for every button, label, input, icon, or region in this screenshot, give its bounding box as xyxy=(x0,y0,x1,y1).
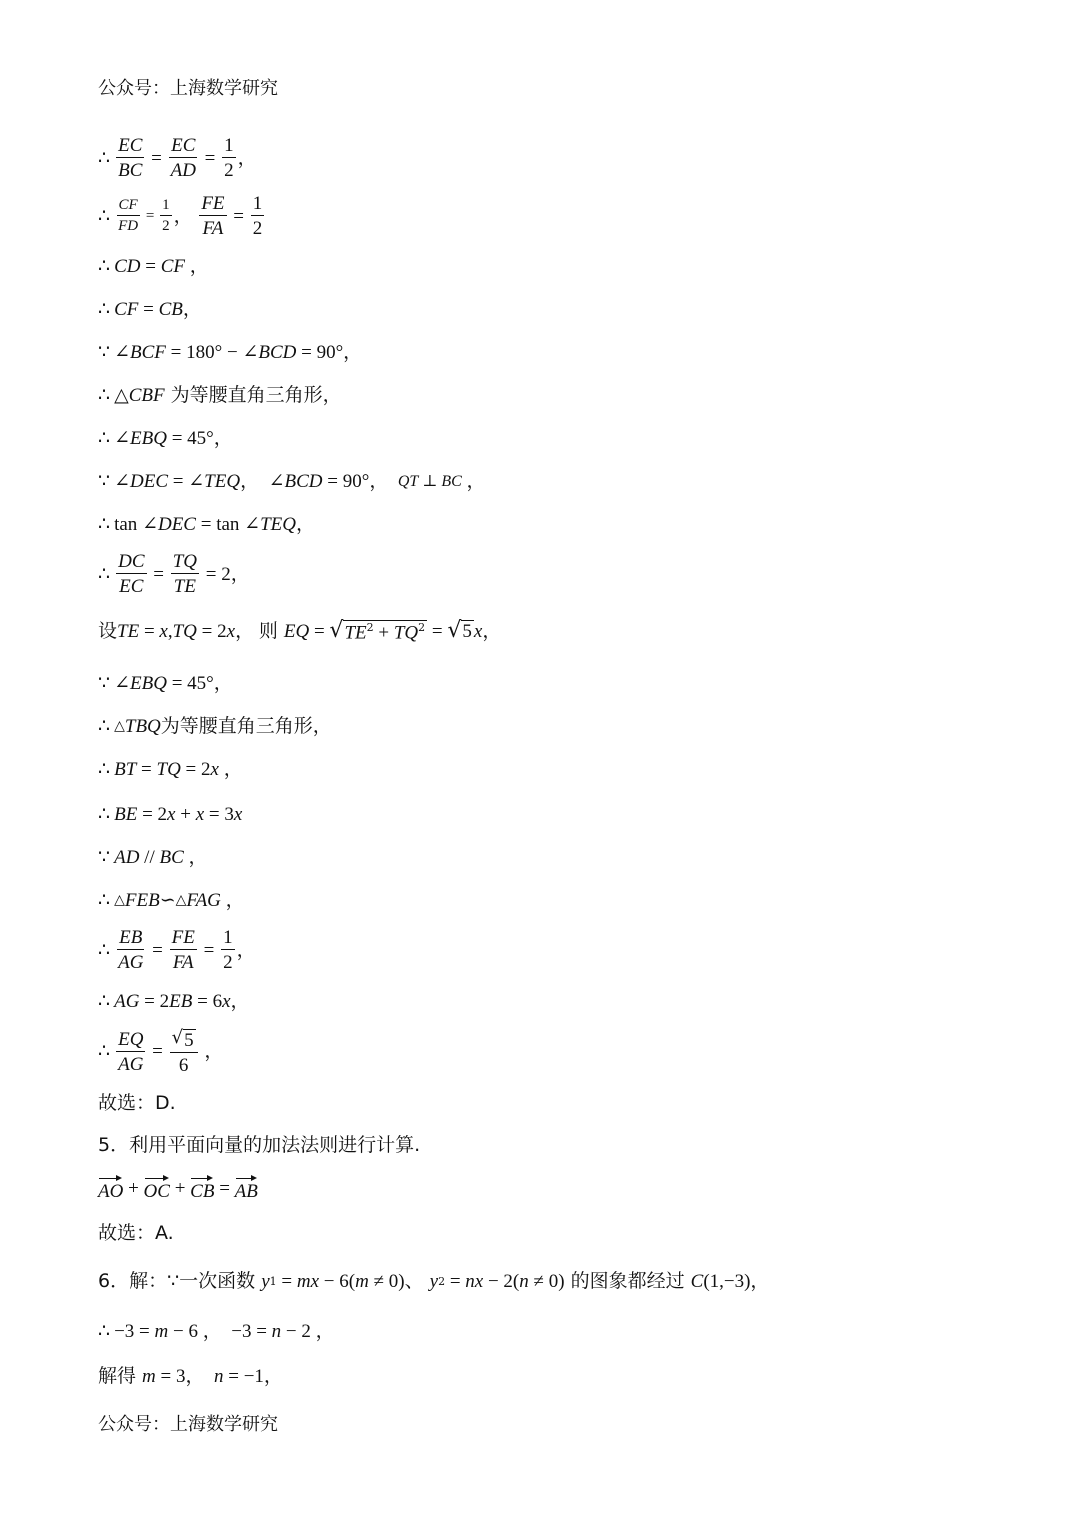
page-footer: 公众号：上海数学研究 xyxy=(98,1414,278,1435)
solution-line: ∴ $\frac{DC}{EC}$ = $\frac{TQ}{TE}$ = 2， xyxy=(98,551,250,597)
solution-line: ∴ $\frac{EQ}{AG}$ = √ 5 6 ， xyxy=(98,1027,224,1076)
solution-line: ∴ BE = 2 x + x = 3 x xyxy=(98,803,243,825)
solution-line: ∵ AD // BC ， xyxy=(98,846,208,868)
solution-line: ∵ ∠EBQ = 45°， xyxy=(98,672,233,694)
solution-line: ∴ BT = TQ = 2 x ， xyxy=(98,758,243,780)
solution-line: ∴ −3 = m − 6 ， −3 = n − 2 ， xyxy=(98,1320,335,1342)
problem-line: 5．利用平面向量的加法法则进行计算. xyxy=(98,1134,421,1156)
solution-line: ∴ CF = CB ， xyxy=(98,298,202,320)
solution-line: ∴ △ CBF 为等腰直角三角形， xyxy=(98,384,342,406)
solution-line: ∴ △ FEB ∽ △ FAG ， xyxy=(98,889,245,911)
answer-line: 故选：A. xyxy=(98,1222,174,1244)
problem-line: 6．解：∵一次函数 y 1 = mx − 6( m ≠ 0) 、 y 2 = nx − 2( n ≠ 0) 的图象都经过 C (1,−3)， xyxy=(98,1270,770,1292)
solution-line: ∵ ∠DEC = ∠TEQ ， ∠BCD = 90°， QT ⊥ BC ， xyxy=(98,470,486,492)
solution-line: ∴ △ TBQ 为等腰直角三角形， xyxy=(98,715,332,737)
solution-line: ∵ ∠BCF = 180° − ∠BCD = 90°， xyxy=(98,341,363,363)
solution-line: 设 TE = x , TQ = 2 x ， 则 EQ = √ $TE^2 + TQ^2$ = √ 5 x ， xyxy=(98,618,502,644)
page-header: 公众号：上海数学研究 xyxy=(98,78,278,99)
solution-line: ∴ $\frac{EC}{BC}$ = $\frac{EC}{AD}$ = $\frac{1}{2}$ ， xyxy=(98,135,257,181)
solution-line: ∴ tan ∠DEC = tan ∠TEQ ， xyxy=(98,513,316,535)
solution-line: 解得 m = 3， n = −1， xyxy=(98,1365,283,1387)
solution-line: ∴ AG = 2 EB = 6 x ， xyxy=(98,990,250,1012)
solution-line: ∴ $\frac{CF}{FD}$ = $\frac{1}{2}$ ， $\frac{FE}{FA}$ = $\frac{1}{2}$ xyxy=(98,193,263,239)
solution-line: ∴ $\frac{EB}{AG}$ = $\frac{FE}{FA}$ = $\frac{1}{2}$ ， xyxy=(98,927,256,973)
solution-line: ∴ CD = CF ， xyxy=(98,255,209,277)
vector-equation: AO + OC + CB = AB xyxy=(98,1178,258,1202)
answer-line: 故选：D. xyxy=(98,1092,176,1114)
solution-line: ∴ ∠EBQ = 45°， xyxy=(98,427,233,449)
